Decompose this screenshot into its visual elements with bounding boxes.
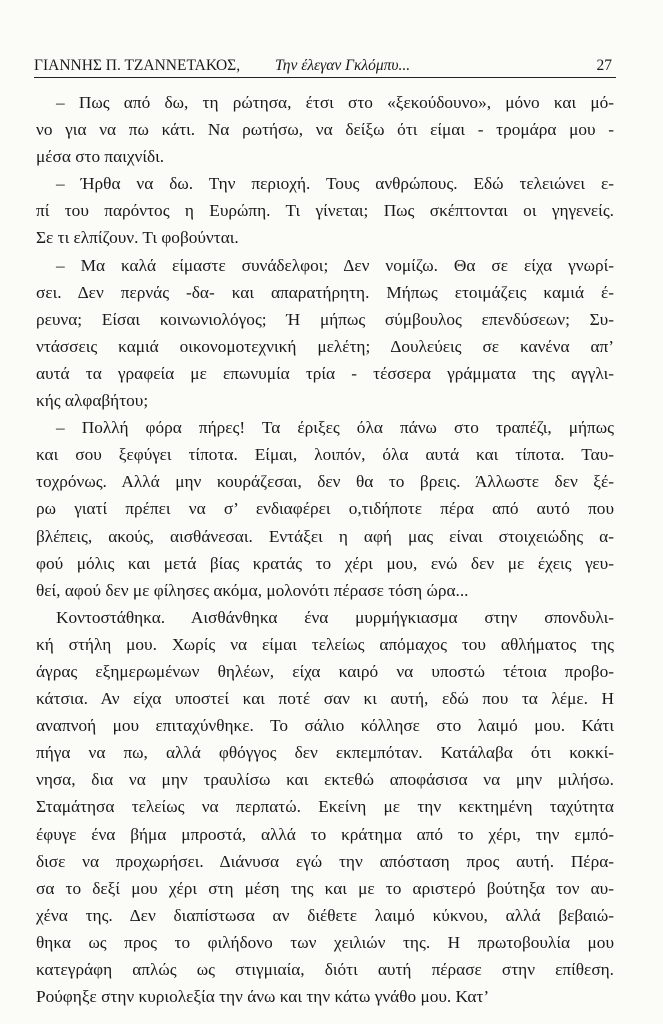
text-line: πί του παρόντος η Ευρώπη. Τι γίνεται; Πως σκέπτονται οι γηγενείς. xyxy=(36,201,614,221)
text-line: άγρας εξημερωμένων θηλέων, είχα καιρό να υποστώ τέτοια προβο- xyxy=(36,661,614,681)
text-line: Ρούφηξε στην κυριολεξία την άνω και την κάτω γνάθο μου. Κατ’ xyxy=(36,987,490,1007)
paragraph xyxy=(36,414,614,604)
text-line: κατεγράφη απλώς ως στιγμιαία, διότι αυτή πέρασε στην επίθεση. xyxy=(36,960,614,979)
text-line: – Πολλή φόρα πήρες! Τα έριξες όλα πάνω στο τραπέζι, μήπως xyxy=(56,418,614,438)
text-line: νο για να πω κάτι. Να ρωτήσω, να δείξω ότι είμαι - τρομάρα μου - xyxy=(36,120,614,140)
text-line: βλέπεις, ακούς, αισθάνεσαι. Εντάξει η αφή μας είναι στοιχειώδης α- xyxy=(36,526,614,546)
text-line: Σταμάτησα τελείως να περπατώ. Εκείνη με την κεκτημένη ταχύτητα xyxy=(36,797,614,817)
text-line: θεί, αφού δεν με φίλησες ακόμα, μολονότι πέρασε τόση ώρα... xyxy=(36,580,469,600)
text-line: έφυγε ένα βήμα μπροστά, αλλά το κράτημα από το χέρι, την εμπό- xyxy=(36,824,614,844)
text-line: σα το δεξί μου χέρι στη μέση της και με το αριστερό βούτηξα τον αυ- xyxy=(36,878,614,898)
paragraph xyxy=(36,170,614,251)
header-author: ΓΙΑΝΝΗΣ Π. ΤΖΑΝΝΕΤΑΚΟΣ, xyxy=(34,57,241,74)
text-line: κή στήλη μου. Χωρίς να είμαι τελείως απόμαχος του αθλήματος της xyxy=(36,634,614,654)
text-line: κής αλφαβήτου; xyxy=(36,391,149,411)
text-line: αναπνοή μου επιταχύνθηκε. Το σάλιο κόλλησε στο λαιμό μου. Κάτι xyxy=(36,716,614,736)
text-line: πήγα να πω, αλλά φθόγγος δεν εκπεμπόταν. Κατάλαβα ότι κοκκί- xyxy=(36,743,614,763)
text-line: ρευνα; Είσαι κοινωνιολόγος; Ή μήπως σύμβουλος επενδύσεων; Συ- xyxy=(36,309,614,329)
paragraph xyxy=(36,604,614,1010)
header-book-title: Την έλεγαν Γκλόμπυ... xyxy=(275,57,411,74)
text-line: δισε να προχωρήσει. Διάνυσα εγώ την απόσταση προς αυτή. Πέρα- xyxy=(36,851,614,871)
text-line: – Ήρθα να δω. Την περιοχή. Τους ανθρώπους. Εδώ τελειώνει ε- xyxy=(56,174,614,194)
running-header xyxy=(34,55,616,78)
page-body-text xyxy=(36,89,614,1010)
text-line: σει. Δεν περνάς -δα- και απαρατήρητη. Μήπως ετοιμάζεις καμιά έ- xyxy=(36,282,614,302)
text-line: θηκα ως προς το φιλήδονο των χειλιών της. Η πρωτοβουλία μου xyxy=(36,932,614,952)
text-line: και σου ξεφύγει τίποτα. Είμαι, λοιπόν, όλα αυτά και τίποτα. Ταυ- xyxy=(36,445,614,465)
text-line: νησα, δια να μην τραυλίσω και εκτεθώ αποφάσισα να μην μιλήσω. xyxy=(36,770,614,790)
text-line: κάτσια. Αν είχα υποστεί και ποτέ σαν κι αυτή, εδώ που τα λέμε. Η xyxy=(36,689,614,709)
text-line: – Μα καλά είμαστε συνάδελφοι; Δεν νομίζω. Θα σε είχα γνωρί- xyxy=(56,255,614,275)
text-line: μέσα στο παιχνίδι. xyxy=(36,147,165,167)
page-number: 27 xyxy=(596,57,612,74)
text-line: ντάσσεις καμιά οικονομοτεχνική μελέτη; Δουλεύεις σε κανένα απ’ xyxy=(36,336,614,356)
paragraph xyxy=(36,252,614,415)
text-line: Κοντοστάθηκα. Αισθάνθηκα ένα μυρμήγκιασμα στην σπονδυλι- xyxy=(56,607,614,627)
paragraph xyxy=(36,89,614,170)
text-line: φού μόλις και μετά βίας κρατάς το χέρι μου, ενώ δεν με έχεις γευ- xyxy=(36,553,614,573)
text-line: αυτά τα γραφεία με επωνυμία τρία - τέσσερα γράμματα της αγγλι- xyxy=(36,363,614,383)
text-line: Σε τι ελπίζουν. Τι φοβούνται. xyxy=(36,228,239,248)
text-line: ρω γιατί πρέπει να σ’ ενδιαφέρει ο,τιδήποτε πέρα από αυτό που xyxy=(36,499,614,519)
text-line: – Πως από δω, τη ρώτησα, έτσι στο «ξεκούδουνο», μόνο και μό- xyxy=(56,93,614,112)
text-line: χένα της. Δεν διαπίστωσα αν διέθετε λαιμό κύκνου, αλλά βεβαιώ- xyxy=(36,905,614,925)
text-line: τοχρόνως. Αλλά μην κουράζεσαι, δεν θα το βρεις. Άλλωστε δεν ξέ- xyxy=(36,472,614,492)
